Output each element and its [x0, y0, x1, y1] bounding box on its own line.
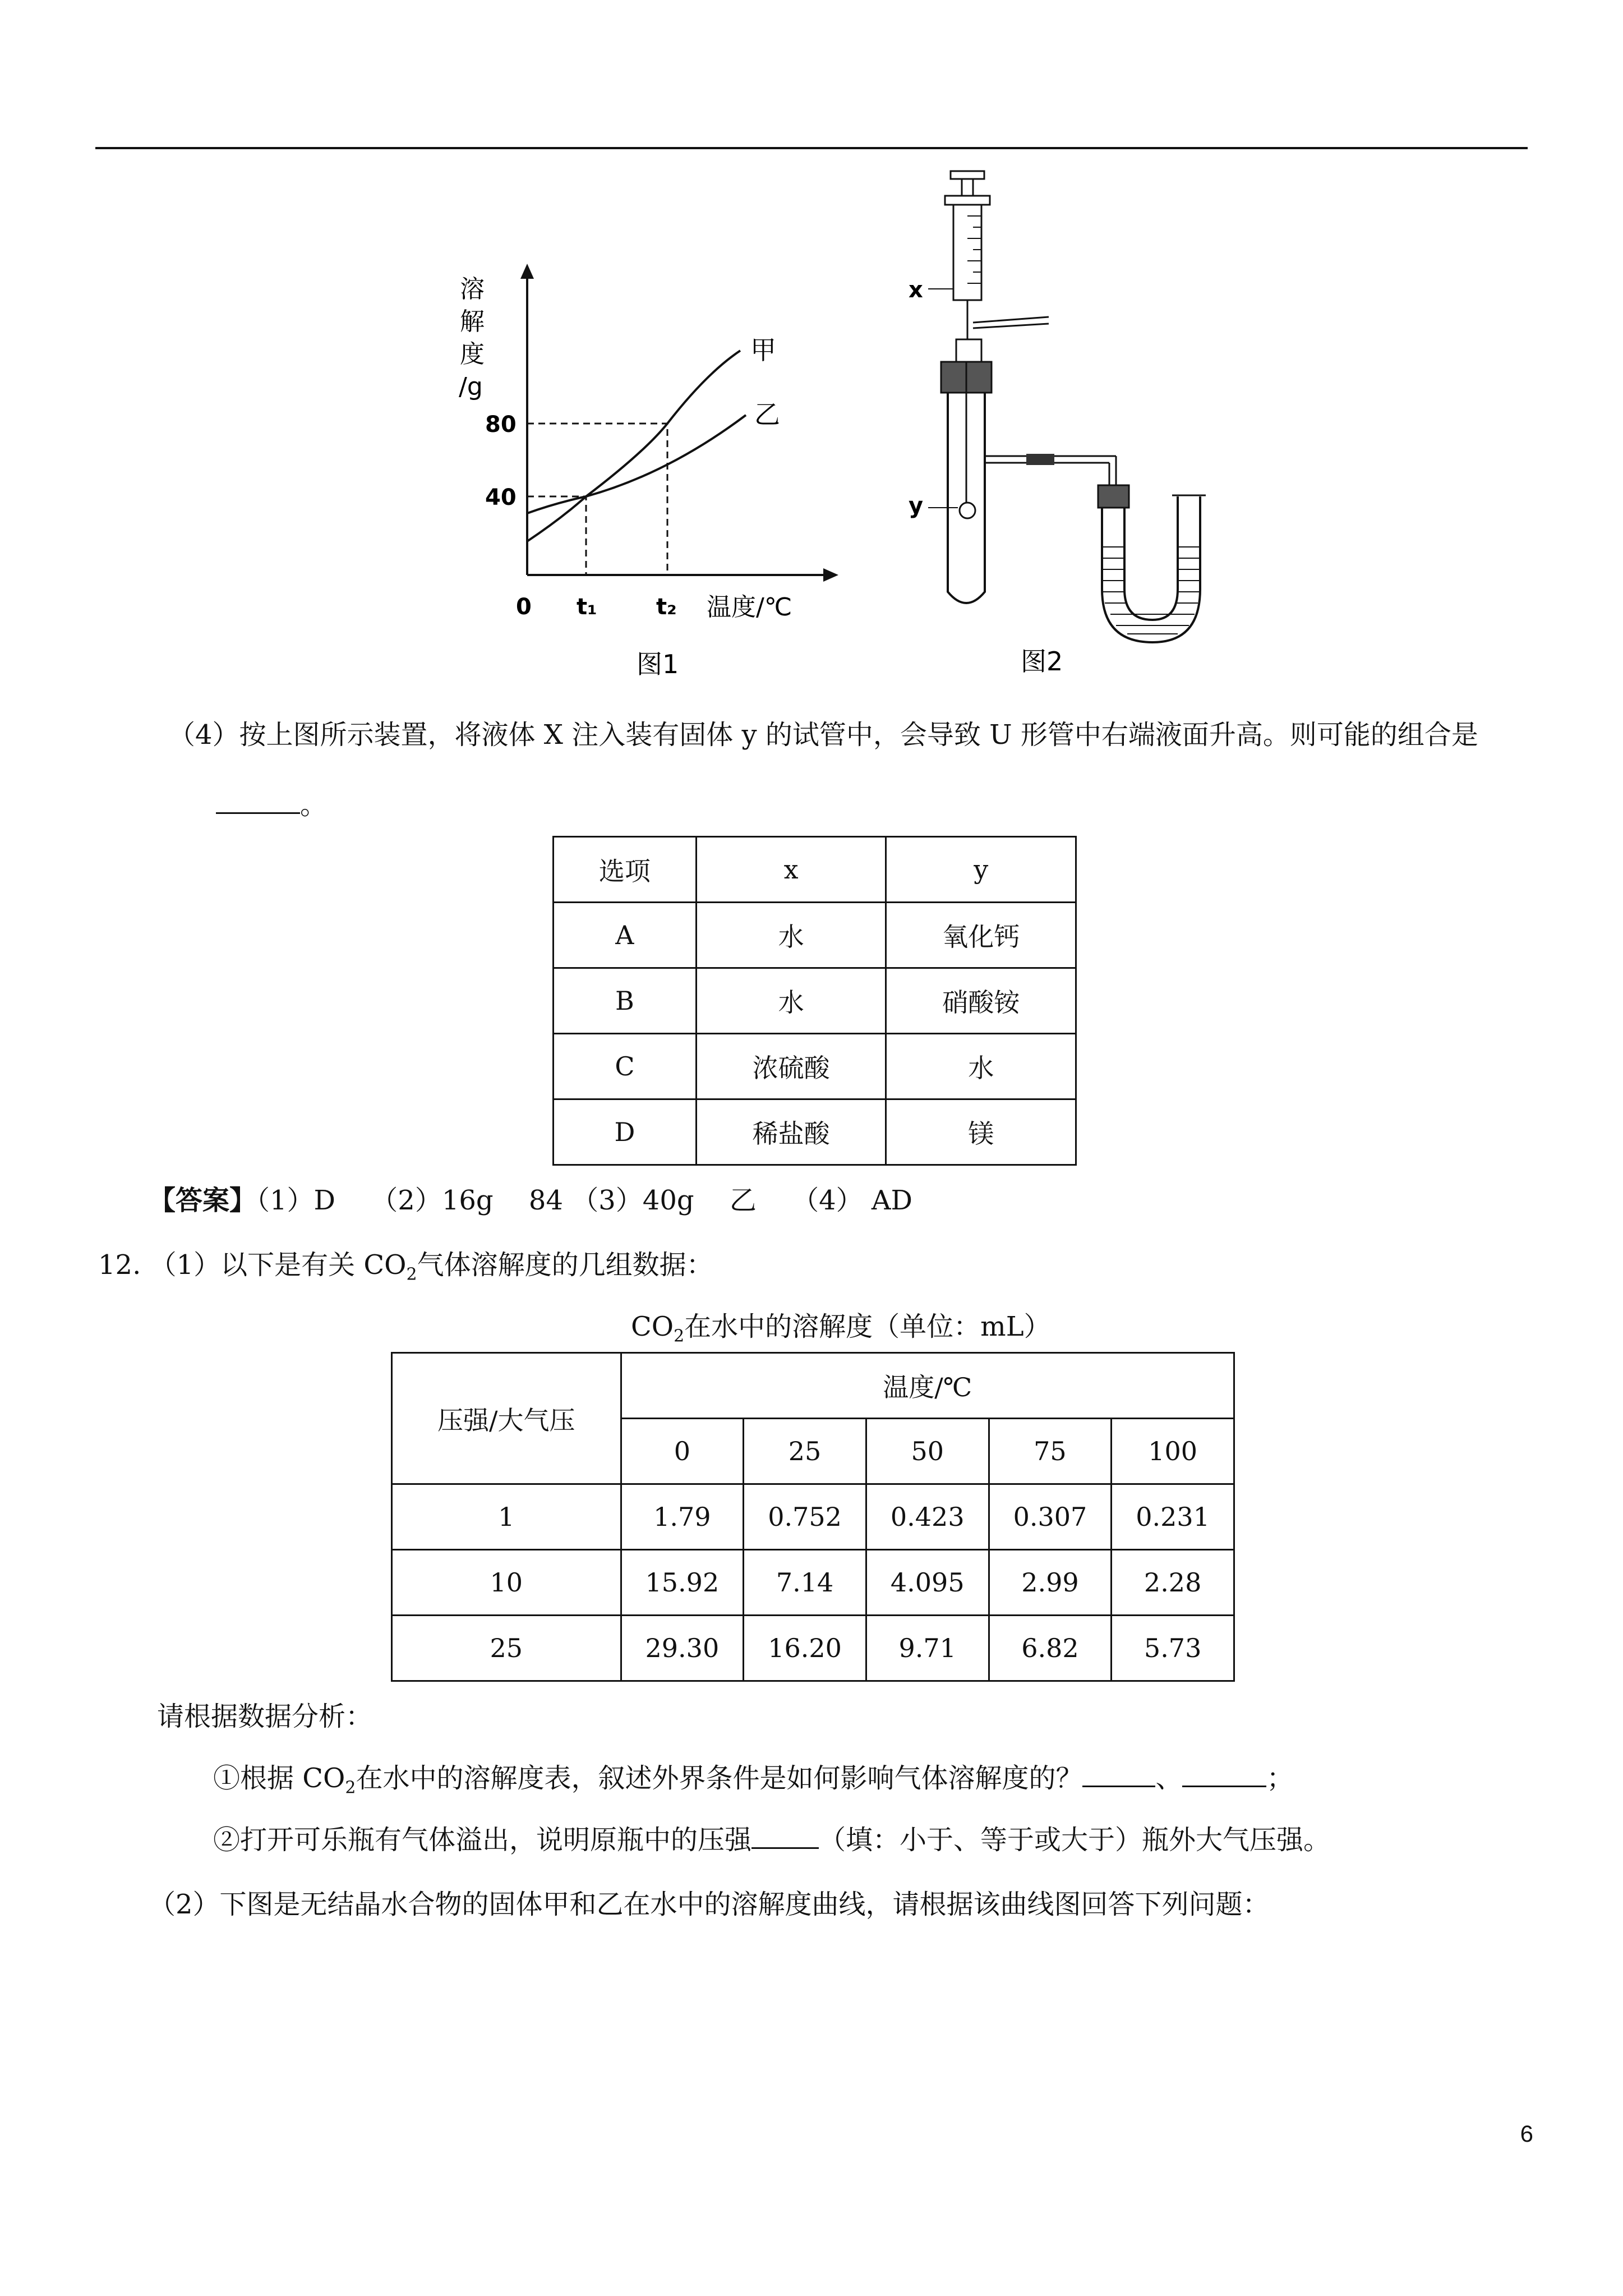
table-cell: 1.79: [621, 1484, 744, 1550]
q12-part2: （2）下图是无结晶水合物的固体甲和乙在水中的溶解度曲线，请根据该曲线图回答下列问题：: [149, 1889, 1270, 1920]
table-cell: 水: [696, 968, 886, 1034]
table-row: [554, 903, 1076, 968]
table-cell: 2.99: [989, 1550, 1112, 1616]
rubber-connector: [1026, 454, 1054, 465]
figures: [426, 160, 1234, 698]
table-row: [392, 1484, 1234, 1550]
q4-answer-blank[interactable]: [216, 790, 300, 814]
table2-title-pre: CO: [631, 1311, 674, 1342]
table-cell: 29.30: [621, 1616, 744, 1681]
table-cell: B: [554, 968, 697, 1034]
table-cell: 4.095: [866, 1550, 989, 1616]
table-cell: 镁: [886, 1099, 1076, 1165]
q12-intro-pre: （1）以下是有关 CO: [149, 1249, 407, 1281]
table2-corner: 压强/大气压: [392, 1353, 621, 1484]
table-cell: 0.307: [989, 1484, 1112, 1550]
answer-text: （1）D （2）16g 84 （3）40g 乙 （4） AD: [256, 1185, 913, 1216]
analysis-item1-sub: 2: [345, 1778, 356, 1798]
table-cell: 0.752: [744, 1484, 866, 1550]
table-row: [554, 968, 1076, 1034]
table-row: [554, 1099, 1076, 1165]
analysis-item1-post: 在水中的溶解度表，叙述外界条件是如何影响气体溶解度的？: [356, 1763, 1083, 1794]
analysis-item2: [213, 1823, 1330, 1857]
table-cell: 15.92: [621, 1550, 744, 1616]
ylabel-char-0: 溶: [460, 275, 485, 303]
pressure-cell: 25: [392, 1616, 621, 1681]
q12-intro-sub: 2: [406, 1264, 417, 1285]
syringe-cap: [945, 196, 990, 205]
table2-temp-header: 温度/℃: [621, 1353, 1234, 1419]
table-cell: 16.20: [744, 1616, 866, 1681]
answer-line: [149, 1184, 912, 1217]
options-table: [552, 836, 1077, 1166]
table-cell: 硝酸铵: [886, 968, 1076, 1034]
item2-blank[interactable]: [751, 1825, 819, 1849]
table-cell: 水: [886, 1034, 1076, 1099]
q4-line2-suffix: 。: [300, 789, 328, 821]
solid-y: [960, 503, 975, 518]
syringe-barrel: [953, 205, 981, 300]
table1-header: y: [886, 837, 1076, 903]
y-axis-arrow: [520, 264, 534, 279]
temp-col-header: 50: [866, 1419, 989, 1484]
analysis-item1-end: ；: [1266, 1763, 1294, 1794]
analysis-item2-pre: ②打开可乐瓶有气体溢出，说明原瓶中的压强: [213, 1824, 752, 1856]
analysis-item1-sep: 、: [1155, 1763, 1183, 1794]
label-y: y: [909, 493, 924, 519]
table-cell: D: [554, 1099, 697, 1165]
analysis-item1-pre: ①根据 CO: [213, 1763, 345, 1794]
analysis-item2-post: （填：小于、等于或大于）瓶外大气压强。: [819, 1824, 1331, 1856]
table-cell: 6.82: [989, 1616, 1112, 1681]
q4-line2: [216, 788, 327, 822]
table-cell: 5.73: [1112, 1616, 1234, 1681]
temp-col-header: 75: [989, 1419, 1112, 1484]
xtick-t1: t₁: [577, 594, 597, 620]
xlabel: 温度/℃: [707, 593, 792, 622]
ytick-40: 40: [485, 485, 517, 510]
item1-blank-1[interactable]: [1082, 1763, 1155, 1787]
table-cell: 0.231: [1112, 1484, 1234, 1550]
table2-title: [631, 1310, 1051, 1354]
table-cell: C: [554, 1034, 697, 1099]
curve-yi: [527, 415, 746, 513]
analysis-item1: [213, 1761, 1293, 1805]
q12-number: 12.: [98, 1249, 141, 1281]
ylabel-char-2: 度: [460, 340, 485, 369]
temp-col-header: 25: [744, 1419, 866, 1484]
table-cell: 氧化钙: [886, 903, 1076, 968]
q4-line1: （4）按上图所示装置，将液体 X 注入装有固体 y 的试管中，会导致 U 形管中右端液面升高。则可能的组合是: [168, 719, 1478, 751]
figure1-caption: 图1: [637, 649, 679, 679]
figure1-chart: [459, 264, 838, 679]
syringe-plunger-top: [951, 171, 984, 179]
table1-header: 选项: [554, 837, 697, 903]
syringe-plunger-rod: [962, 179, 973, 196]
table-row: [554, 1034, 1076, 1099]
co2-solubility-table: [391, 1352, 1235, 1682]
xtick-t2: t₂: [656, 594, 677, 620]
ylabel-char-3: /g: [459, 372, 483, 401]
answer-tag: 【答案】: [149, 1185, 257, 1216]
table2-title-post: 在水中的溶解度（单位：mL）: [684, 1311, 1051, 1342]
series-label-jia: 甲: [750, 335, 776, 365]
analysis-intro: 请根据数据分析：: [157, 1701, 373, 1732]
pressure-cell: 10: [392, 1550, 621, 1616]
temp-col-header: 100: [1112, 1419, 1234, 1484]
table-cell: 9.71: [866, 1616, 989, 1681]
pressure-cell: 1: [392, 1484, 621, 1550]
x-axis-arrow: [823, 568, 838, 582]
table-cell: 水: [696, 903, 886, 968]
q12-intro-post: 气体溶解度的几组数据：: [417, 1249, 713, 1281]
page-number: 6: [1520, 2120, 1533, 2147]
table-cell: 0.423: [866, 1484, 989, 1550]
figure2-caption: 图2: [1021, 646, 1063, 677]
u-tube-stopper: [1098, 485, 1129, 508]
figure2-apparatus: [909, 171, 1206, 677]
table-cell: 2.28: [1112, 1550, 1234, 1616]
curve-jia: [527, 351, 740, 541]
table-cell: 浓硫酸: [696, 1034, 886, 1099]
ytick-80: 80: [485, 412, 517, 438]
dropper-stopper: [956, 339, 981, 362]
table-row: [392, 1550, 1234, 1616]
header-rule: [95, 147, 1528, 149]
item1-blank-2[interactable]: [1182, 1763, 1266, 1787]
series-label-yi: 乙: [754, 399, 780, 430]
xtick-0: 0: [516, 594, 532, 620]
ylabel-char-1: 解: [460, 307, 485, 336]
table-cell: A: [554, 903, 697, 968]
table-cell: 稀盐酸: [696, 1099, 886, 1165]
temp-col-header: 0: [621, 1419, 744, 1484]
table-row: [392, 1616, 1234, 1681]
table-cell: 7.14: [744, 1550, 866, 1616]
table2-title-sub: 2: [674, 1326, 685, 1346]
q12-intro: [98, 1248, 713, 1292]
table1-header: x: [696, 837, 886, 903]
label-x: x: [909, 277, 923, 303]
